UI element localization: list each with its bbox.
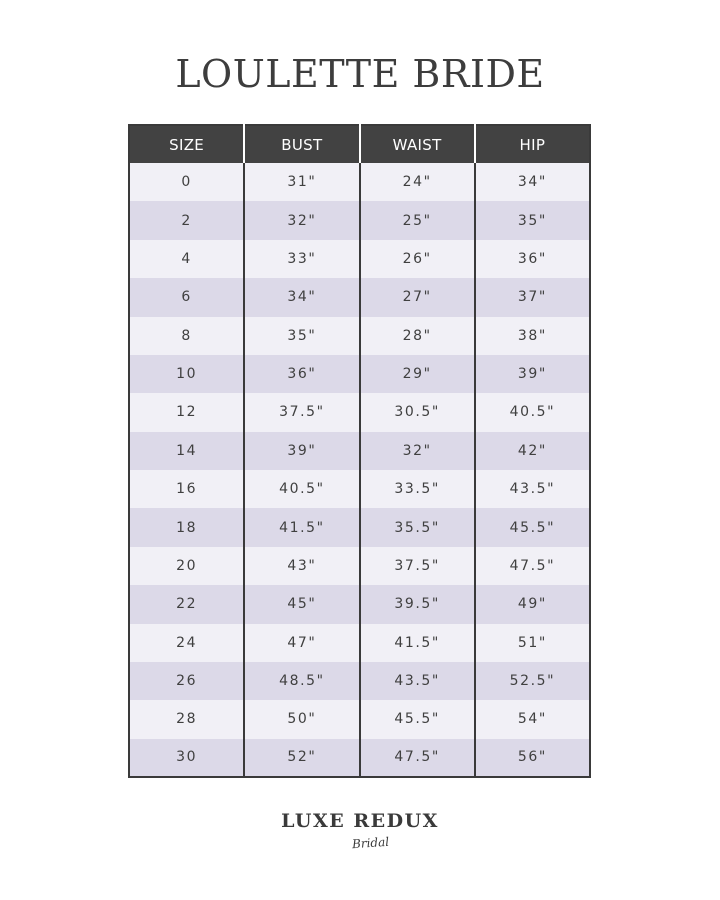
- header-waist: WAIST: [360, 125, 475, 163]
- table-row: [129, 508, 590, 546]
- cell-hip: 35": [475, 201, 590, 239]
- table-body: [129, 163, 590, 777]
- cell-size: 8: [181, 327, 192, 344]
- table-row: [129, 240, 590, 278]
- table-row: [129, 662, 590, 700]
- cell-size: 4: [181, 250, 192, 267]
- cell-hip: 43.5": [475, 470, 590, 508]
- table-row: [129, 278, 590, 316]
- cell-size: 18: [176, 519, 198, 536]
- cell-size: 0: [181, 174, 192, 191]
- brand-logo: [0, 810, 720, 851]
- cell-hip: 54": [475, 700, 590, 738]
- table-row: [129, 201, 590, 239]
- cell-bust: 48.5": [244, 662, 359, 700]
- cell-size: 20: [176, 557, 198, 574]
- cell-bust: 35": [244, 317, 359, 355]
- table-row: [129, 700, 590, 738]
- cell-waist: 24": [360, 163, 475, 201]
- header-size: SIZE: [169, 135, 205, 154]
- cell-size: 22: [176, 596, 198, 613]
- cell-waist: 30.5": [360, 393, 475, 431]
- cell-hip: 39": [475, 355, 590, 393]
- table-row: [129, 355, 590, 393]
- cell-hip: 36": [475, 240, 590, 278]
- logo-wordmark: LUXE REDUX: [281, 810, 439, 832]
- cell-hip: 34": [475, 163, 590, 201]
- cell-waist: 45.5": [360, 700, 475, 738]
- cell-bust: 40.5": [244, 470, 359, 508]
- cell-size: 14: [176, 442, 198, 459]
- cell-size: 26: [176, 673, 198, 690]
- cell-size: 10: [176, 366, 198, 383]
- cell-bust: 34": [244, 278, 359, 316]
- cell-size: 16: [176, 481, 198, 498]
- cell-size: 12: [176, 404, 198, 421]
- table-header-row: [129, 125, 590, 163]
- table-row: [129, 317, 590, 355]
- cell-waist: 41.5": [360, 624, 475, 662]
- cell-waist: 43.5": [360, 662, 475, 700]
- cell-waist: 37.5": [360, 547, 475, 585]
- table-row: [129, 547, 590, 585]
- cell-size: 24: [176, 634, 198, 651]
- table-row: [129, 470, 590, 508]
- table-row: [129, 163, 590, 201]
- cell-size: 30: [176, 749, 198, 766]
- cell-hip: 38": [475, 317, 590, 355]
- table-row: [129, 624, 590, 662]
- page-title: LOULETTE BRIDE: [175, 52, 545, 96]
- cell-bust: 39": [244, 432, 359, 470]
- cell-waist: 26": [360, 240, 475, 278]
- header-hip: HIP: [475, 125, 590, 163]
- table-row: [129, 585, 590, 623]
- cell-hip: 37": [475, 278, 590, 316]
- cell-waist: 33.5": [360, 470, 475, 508]
- cell-size: 28: [176, 711, 198, 728]
- cell-hip: 42": [475, 432, 590, 470]
- cell-hip: 40.5": [475, 393, 590, 431]
- cell-bust: 47": [244, 624, 359, 662]
- cell-size: 2: [181, 212, 192, 229]
- cell-waist: 28": [360, 317, 475, 355]
- cell-size: 6: [181, 289, 192, 306]
- cell-waist: 39.5": [360, 585, 475, 623]
- cell-hip: 56": [475, 739, 590, 777]
- cell-hip: 51": [475, 624, 590, 662]
- cell-bust: 32": [244, 201, 359, 239]
- cell-bust: 41.5": [244, 508, 359, 546]
- size-chart-table: [128, 124, 591, 778]
- cell-bust: 50": [244, 700, 359, 738]
- cell-hip: 45.5": [475, 508, 590, 546]
- cell-bust: 37.5": [244, 393, 359, 431]
- cell-waist: 25": [360, 201, 475, 239]
- table-row: [129, 739, 590, 777]
- cell-waist: 27": [360, 278, 475, 316]
- cell-waist: 35.5": [360, 508, 475, 546]
- cell-hip: 47.5": [475, 547, 590, 585]
- cell-waist: 29": [360, 355, 475, 393]
- cell-waist: 47.5": [360, 739, 475, 777]
- logo-script: Bridal: [352, 834, 390, 852]
- cell-hip: 49": [475, 585, 590, 623]
- table-row: [129, 432, 590, 470]
- cell-bust: 33": [244, 240, 359, 278]
- cell-bust: 36": [244, 355, 359, 393]
- cell-bust: 31": [244, 163, 359, 201]
- table-row: [129, 393, 590, 431]
- cell-bust: 43": [244, 547, 359, 585]
- cell-waist: 32": [360, 432, 475, 470]
- cell-bust: 52": [244, 739, 359, 777]
- cell-bust: 45": [244, 585, 359, 623]
- header-bust: BUST: [244, 125, 359, 163]
- cell-hip: 52.5": [475, 662, 590, 700]
